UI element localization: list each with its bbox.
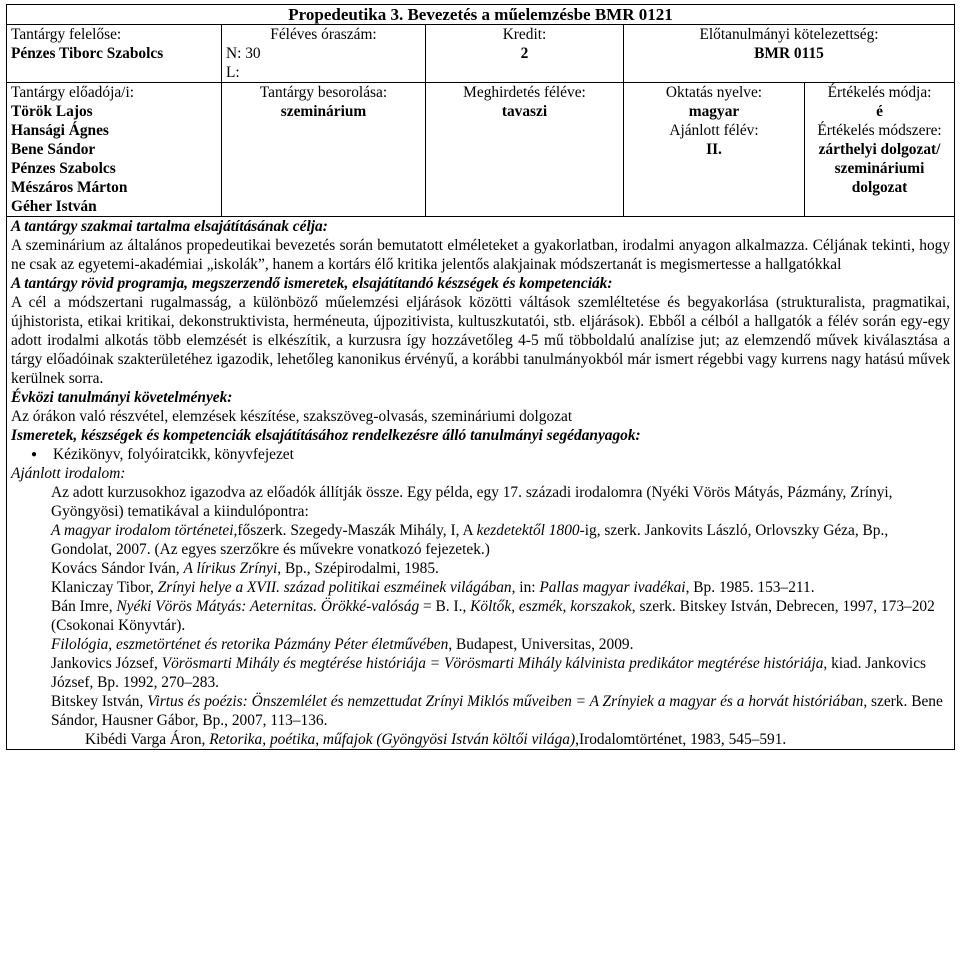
ajanlott-label: Ajánlott félév: (669, 122, 759, 139)
besorolas-value: szeminárium (280, 103, 367, 120)
eloado-name: Géher István (11, 198, 97, 215)
eloado-cell (7, 83, 222, 217)
course-title: Propedeutika 3. Bevezetés a műelemzésbe BMR 0121 (7, 5, 955, 25)
reference-text: , kiad. Jankovics József, Bp. 1992, 270–283. (51, 655, 927, 691)
reference-author: Bitskey István, (51, 693, 148, 710)
reference-title: Költők, eszmék, korszakok (470, 598, 632, 615)
eloado-name: Hansági Ágnes (11, 122, 109, 139)
felelos-label: Tantárgy felelőse: (11, 26, 122, 43)
oraszam-label: Féléves óraszám: (270, 26, 377, 43)
reference-title: A magyar irodalom történetei (51, 522, 234, 539)
ertekeles-modszer-label: Értékelés módszere: (817, 122, 942, 139)
kredit-label: Kredit: (502, 26, 547, 43)
meghirdetes-label: Meghirdetés féléve: (463, 84, 586, 101)
ertekeles-cell (805, 83, 955, 217)
besorolas-label: Tantárgy besorolása: (259, 84, 388, 101)
eloado-name: Bene Sándor (11, 141, 96, 158)
irodalom-heading: Ajánlott irodalom: (11, 465, 126, 482)
reference-text: , Bp. 1985. 153–211. (685, 579, 815, 596)
elotanulmany-label: Előtanulmányi kötelezettség: (699, 26, 879, 43)
kredit-cell (426, 25, 624, 83)
eloado-name: Pénzes Szabolcs (11, 160, 116, 177)
cel-heading: A tantárgy szakmai tartalma elsajátításának célja: (11, 218, 328, 235)
reference-title: Virtus és poézis: Önszemlélet és nemzettudat Zrínyi Miklós műveiben = A Zrínyiek a magyar és a horvát históriában (147, 693, 864, 710)
reference-text: , szerk. Bitskey István, Debrecen, 1997, 173–202 (Csokonai Könyvtár). (51, 598, 935, 634)
reference-title: Vörösmarti Mihály és megtérése históriája = Vörösmarti Mihály kálvinista predikátor megtérése históriája (161, 655, 824, 672)
reference-item (11, 654, 950, 692)
reference-text: , szerk. Bene Sándor, Hausner Gábor, Bp., 2007, 113–136. (51, 693, 943, 729)
reference-item (11, 559, 950, 578)
reference-item (11, 521, 950, 559)
eloado-label: Tantárgy előadója/i: (11, 84, 135, 101)
oraszam-l: L: (226, 64, 240, 81)
reference-author: Klaniczay Tibor, (51, 579, 158, 596)
kovetelmeny-text: Az órákon való részvétel, elemzések készítése, szakszöveg-olvasás, szemináriumi dolgozat (11, 408, 573, 425)
reference-text: ,főszerk. Szegedy-Maszák Mihály, I, A (233, 522, 477, 539)
reference-text: , Budapest, Universitas, 2009. (448, 636, 634, 653)
reference-text: ,Irodalomtörténet, 1983, 545–591. (575, 731, 787, 748)
reference-title: Retorika, poétika, műfajok (Gyöngyösi István költői világa) (209, 731, 576, 748)
content-cell (7, 217, 955, 750)
felelos-cell (7, 25, 222, 83)
cel-text: A szeminárium az általános propedeutikai bevezetés során bemutatott elméleteket a gyakorlatban, irodalmi anyagon alkalmazza. Céljának tekinti, hogy ne csak az egyetemi-akadémiai „iskolák”, hanem a kortárs élő kritika jelentős alakjainak módszertanát is megismertesse a hallgatókkal (11, 237, 951, 273)
reference-item (11, 730, 950, 749)
besorolas-cell (222, 83, 426, 217)
reference-title: A lírikus Zrínyi (183, 560, 278, 577)
reference-item (11, 692, 950, 730)
meghirdetes-cell (426, 83, 624, 217)
program-heading: A tantárgy rövid programja, megszerzendő ismeretek, elsajátítandó készségek és kompetenciák: (11, 275, 613, 292)
reference-item (11, 597, 950, 635)
kredit-value: 2 (520, 45, 529, 62)
nyelv-value: magyar (688, 103, 740, 120)
eloado-name: Török Lajos (11, 103, 93, 120)
reference-title: Filológia, eszmetörténet és retorika Pázmány Péter életművében (51, 636, 449, 653)
meghirdetes-value: tavaszi (501, 103, 548, 120)
nyelv-cell (624, 83, 805, 217)
ajanlott-value: II. (706, 141, 722, 158)
reference-item (11, 635, 950, 654)
segedanyag-heading: Ismeretek, készségek és kompetenciák elsajátításához rendelkezésre álló tanulmányi segédanyagok: (11, 427, 641, 444)
ertekeles-modszer-value: zárthelyi dolgozat/ szemináriumi dolgozat (818, 141, 941, 196)
reference-text: , in: (511, 579, 540, 596)
course-syllabus-table (6, 4, 955, 750)
oraszam-n: N: 30 (226, 45, 261, 62)
reference-text: , Bp., Szépirodalmi, 1985. (277, 560, 439, 577)
elotanulmany-value: BMR 0115 (754, 45, 824, 62)
reference-author: Kovács Sándor Iván, (51, 560, 184, 577)
reference-text: -ig, szerk. Jankovits László, Orlovszky Géza, Bp., Gondolat, 2007. (Az egyes szerzőkre és művekre vonatkozó fejezetek.) (51, 522, 889, 558)
reference-title: Nyéki Vörös Mátyás: Aeternitas. Örökké-valóság (116, 598, 420, 615)
reference-title: Pallas magyar ivadékai (539, 579, 686, 596)
reference-item: Az adott kurzusokhoz igazodva az előadók állítják össze. Egy példa, egy 17. századi irodalomra (Nyéki Vörös Mátyás, Pázmány, Zrínyi, Gyöngyösi) tematikával a kiindulópontra: (51, 484, 893, 520)
reference-title: kezdetektől 1800 (476, 522, 580, 539)
kovetelmeny-heading: Évközi tanulmányi követelmények: (11, 389, 233, 406)
list-item: ● Kézikönyv, folyóiratcikk, könyvfejezet (31, 445, 950, 464)
segedanyag-list (11, 445, 950, 464)
nyelv-label: Oktatás nyelve: (665, 84, 763, 101)
felelos-name: Pénzes Tiborc Szabolcs (11, 45, 164, 62)
reference-author: Jankovics József, (51, 655, 162, 672)
reference-title: Zrínyi helye a XVII. század politikai eszméinek világában (157, 579, 512, 596)
reference-text: = B. I., (419, 598, 471, 615)
program-text: A cél a módszertani rugalmasság, a különböző műelemzési eljárások közötti váltások szemléltetése és begyakorlása (strukturalista, pragmatikai, újhistorista, etikai kritikai, dekonstruktivista, herméneuta, újpozitivista, kultuszkutatói, stb. eljárások). Ebből a célból a hallgatók a félév során egy-egy adott irodalmi alkotás több elemzését is elkészítik, a kurzusra így hozzávetőleg 4-5 mű többoldalú analízise jut; az elemzendő művek kiválasztása a tárgy előadóinak szakterületéhez igazodik, lehetőleg kanonikus érvényű, a korábbi tanulmányokból már ismert régebbi vagy kurrens nagy hatású művek kerülnek sorra. (11, 294, 951, 387)
reference-author: Kibédi Varga Áron, (85, 731, 210, 748)
reference-author: Bán Imre, (51, 598, 117, 615)
ertekeles-mod-label: Értékelés módja: (827, 84, 932, 101)
reference-item (11, 578, 950, 597)
elotanulmany-cell (624, 25, 955, 83)
oraszam-cell (222, 25, 426, 83)
ertekeles-mod-value: é (876, 103, 883, 120)
eloado-name: Mészáros Márton (11, 179, 128, 196)
